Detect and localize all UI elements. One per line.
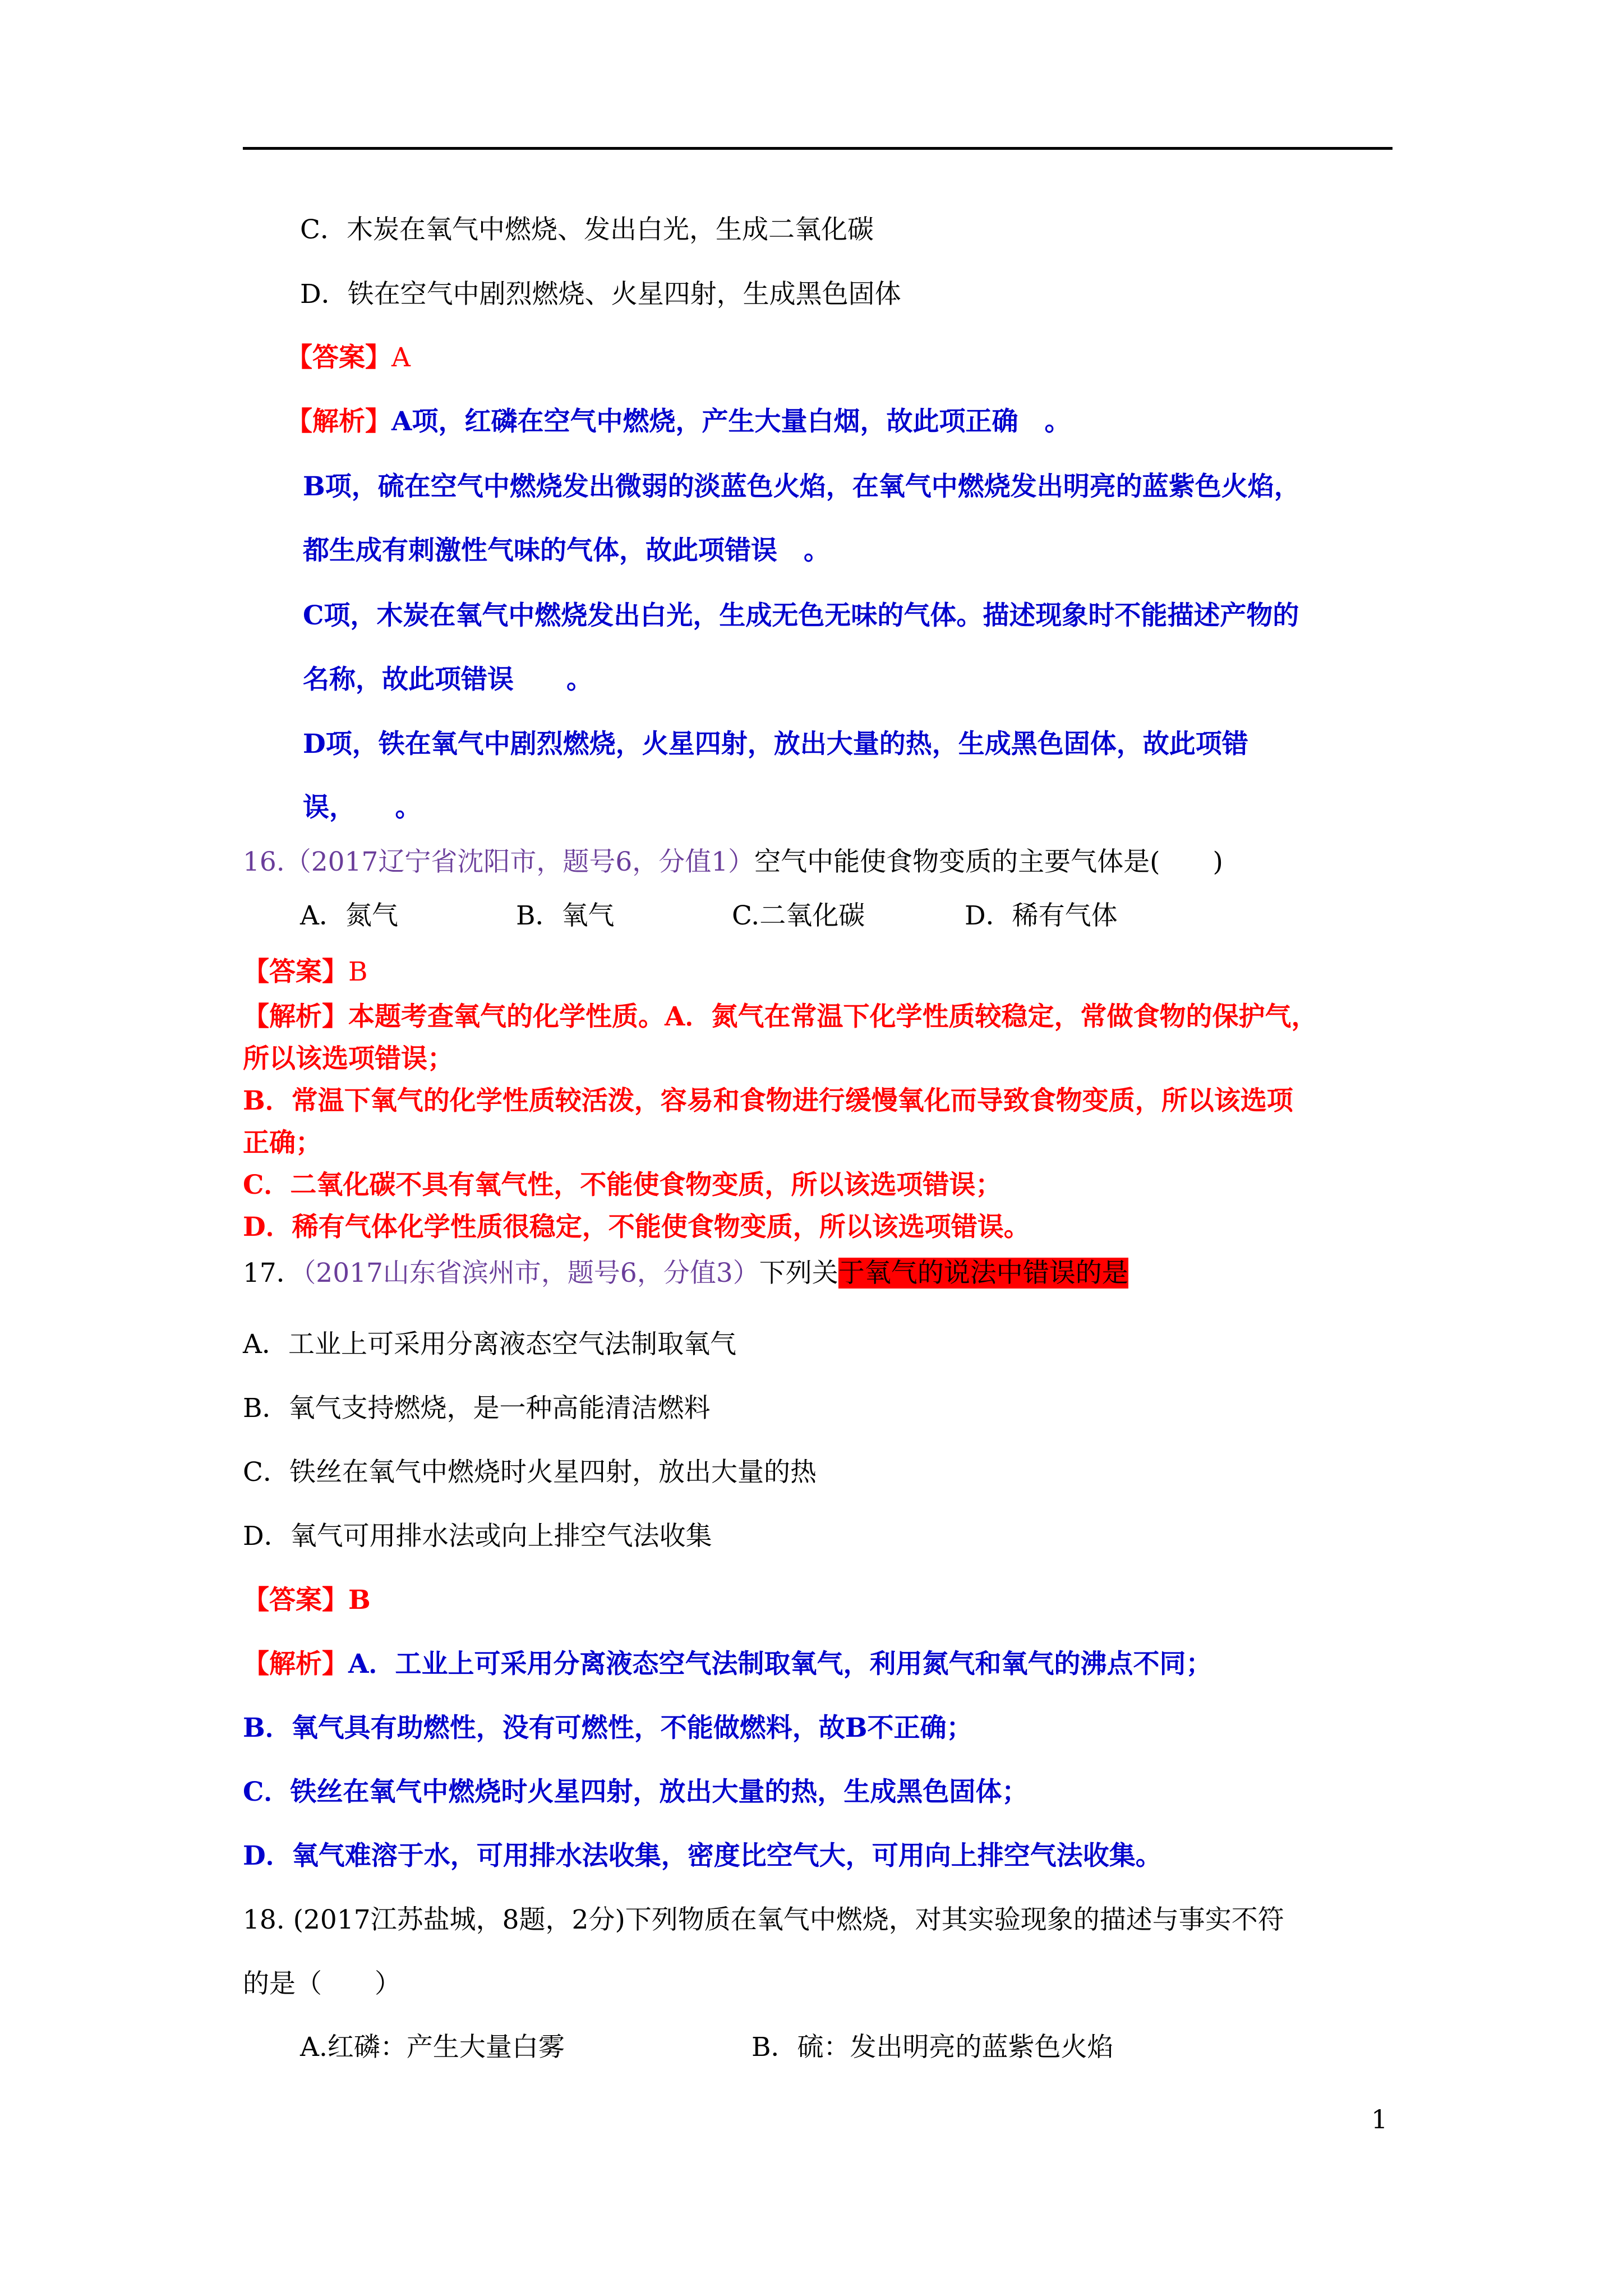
- q16-analysis-line-5: C．二氧化碳不具有氧气性，不能使食物变质，所以该选项错误；: [243, 1170, 1002, 1200]
- answer-value: B: [348, 956, 368, 987]
- q16-option-d: D．稀有气体: [965, 900, 1118, 931]
- page-number: 1: [1371, 2104, 1388, 2134]
- q18-option-a: A.红磷：产生大量白雾: [300, 2032, 565, 2063]
- q16-analysis-line-4: 正确；: [243, 1128, 322, 1158]
- q15-option-d: D．铁在空气中剧烈燃烧、火星四射，生成黑色固体: [300, 279, 901, 310]
- q15-analysis-line-5: 名称，故此项错误 。: [303, 664, 593, 695]
- q17-analysis-line-2: B．氧气具有助燃性，没有可燃性，不能做燃料，故B不正确；: [243, 1713, 973, 1743]
- q15-analysis-line-2: B项，硫在空气中燃烧发出微弱的淡蓝色火焰，在氧气中燃烧发出明亮的蓝紫色火焰，: [303, 471, 1301, 502]
- analysis-label: 【解析】: [286, 406, 391, 437]
- q18-stem-line-2: 的是（ ）: [243, 1968, 401, 1999]
- q17-analysis-line-4: D．氧气难溶于水，可用排水法收集，密度比空气大，可用向上排空气法收集。: [243, 1841, 1162, 1871]
- q15-analysis-line-4: C项，木炭在氧气中燃烧发出白光，生成无色无味的气体。描述现象时不能描述产物的: [303, 600, 1299, 631]
- q17-answer: [243, 1584, 371, 1617]
- question-text: 下列关: [759, 1258, 838, 1289]
- question-source: （2017山东省滨州市，题号6，分值3）: [302, 1258, 759, 1289]
- q16-analysis-line-2: 所以该选项错误；: [243, 1043, 454, 1074]
- q16-option-c: C.二氧化碳: [732, 900, 865, 931]
- analysis-label: 【解析】: [243, 1649, 348, 1680]
- q17-option-b: B．氧气支持燃烧，是一种高能清洁燃料: [243, 1393, 711, 1424]
- header-rule: [243, 147, 1393, 150]
- q17-analysis-line-1: [243, 1648, 1212, 1681]
- answer-label: 【答案】: [243, 956, 348, 987]
- q17-option-a: A．工业上可采用分离液态空气法制取氧气: [243, 1329, 736, 1360]
- analysis-text: 本题考查氧气的化学性质。A．氮气在常温下化学性质较稳定，常做食物的保护气，: [348, 1001, 1318, 1032]
- answer-label: 【答案】: [243, 1585, 348, 1616]
- q16-option-b: B．氧气: [516, 900, 615, 931]
- q16-answer: [243, 955, 368, 989]
- q15-analysis-line-1: [286, 405, 1071, 439]
- q15-option-c: C．木炭在氧气中燃烧、发出白光，生成二氧化碳: [300, 214, 874, 245]
- highlighted-text: 于氧气的说法中错误的是: [838, 1258, 1128, 1289]
- q17-option-d: D．氧气可用排水法或向上排空气法收集: [243, 1521, 712, 1552]
- q16-analysis-line-6: D．稀有气体化学性质很稳定，不能使食物变质，所以该选项错误。: [243, 1212, 1030, 1243]
- q17-stem: [243, 1257, 1128, 1290]
- analysis-label: 【解析】: [243, 1001, 348, 1032]
- q17-option-c: C．铁丝在氧气中燃烧时火星四射，放出大量的热: [243, 1457, 817, 1488]
- question-number: 16.: [243, 846, 285, 877]
- answer-value: B: [348, 1585, 371, 1616]
- q16-analysis-line-1: [243, 1000, 1317, 1034]
- question-number: 17．: [243, 1258, 303, 1289]
- question-source: （2017辽宁省沈阳市，题号6，分值1）: [284, 846, 755, 877]
- q15-analysis-line-6: D项，铁在氧气中剧烈燃烧，火星四射，放出大量的热，生成黑色固体，故此项错: [303, 729, 1248, 760]
- q18-option-b: B．硫：发出明亮的蓝紫色火焰: [751, 2032, 1114, 2063]
- question-text: 空气中能使食物变质的主要气体是( ): [754, 846, 1223, 877]
- q17-analysis-line-3: C．铁丝在氧气中燃烧时火星四射，放出大量的热，生成黑色固体；: [243, 1777, 1029, 1807]
- q15-analysis-line-3: 都生成有刺激性气味的气体，故此项错误 。: [303, 535, 830, 566]
- analysis-text: A项，红磷在空气中燃烧，产生大量白烟，故此项正确 。: [391, 406, 1071, 437]
- answer-label: 【答案】: [286, 342, 391, 373]
- q15-analysis-line-7: 误， 。: [303, 792, 422, 823]
- q16-analysis-line-3: B．常温下氧气的化学性质较活泼，容易和食物进行缓慢氧化而导致食物变质，所以该选项: [243, 1085, 1293, 1116]
- analysis-text: A．工业上可采用分离液态空气法制取氧气，利用氮气和氧气的沸点不同；: [348, 1649, 1212, 1680]
- q15-answer: [286, 341, 411, 375]
- q16-stem: [243, 845, 1223, 879]
- answer-value: A: [391, 342, 411, 373]
- q18-stem-line-1: 18. (2017江苏盐城，8题，2分)下列物质在氧气中燃烧，对其实验现象的描述与事实不符: [243, 1904, 1284, 1935]
- q16-option-a: A．氮气: [300, 900, 398, 931]
